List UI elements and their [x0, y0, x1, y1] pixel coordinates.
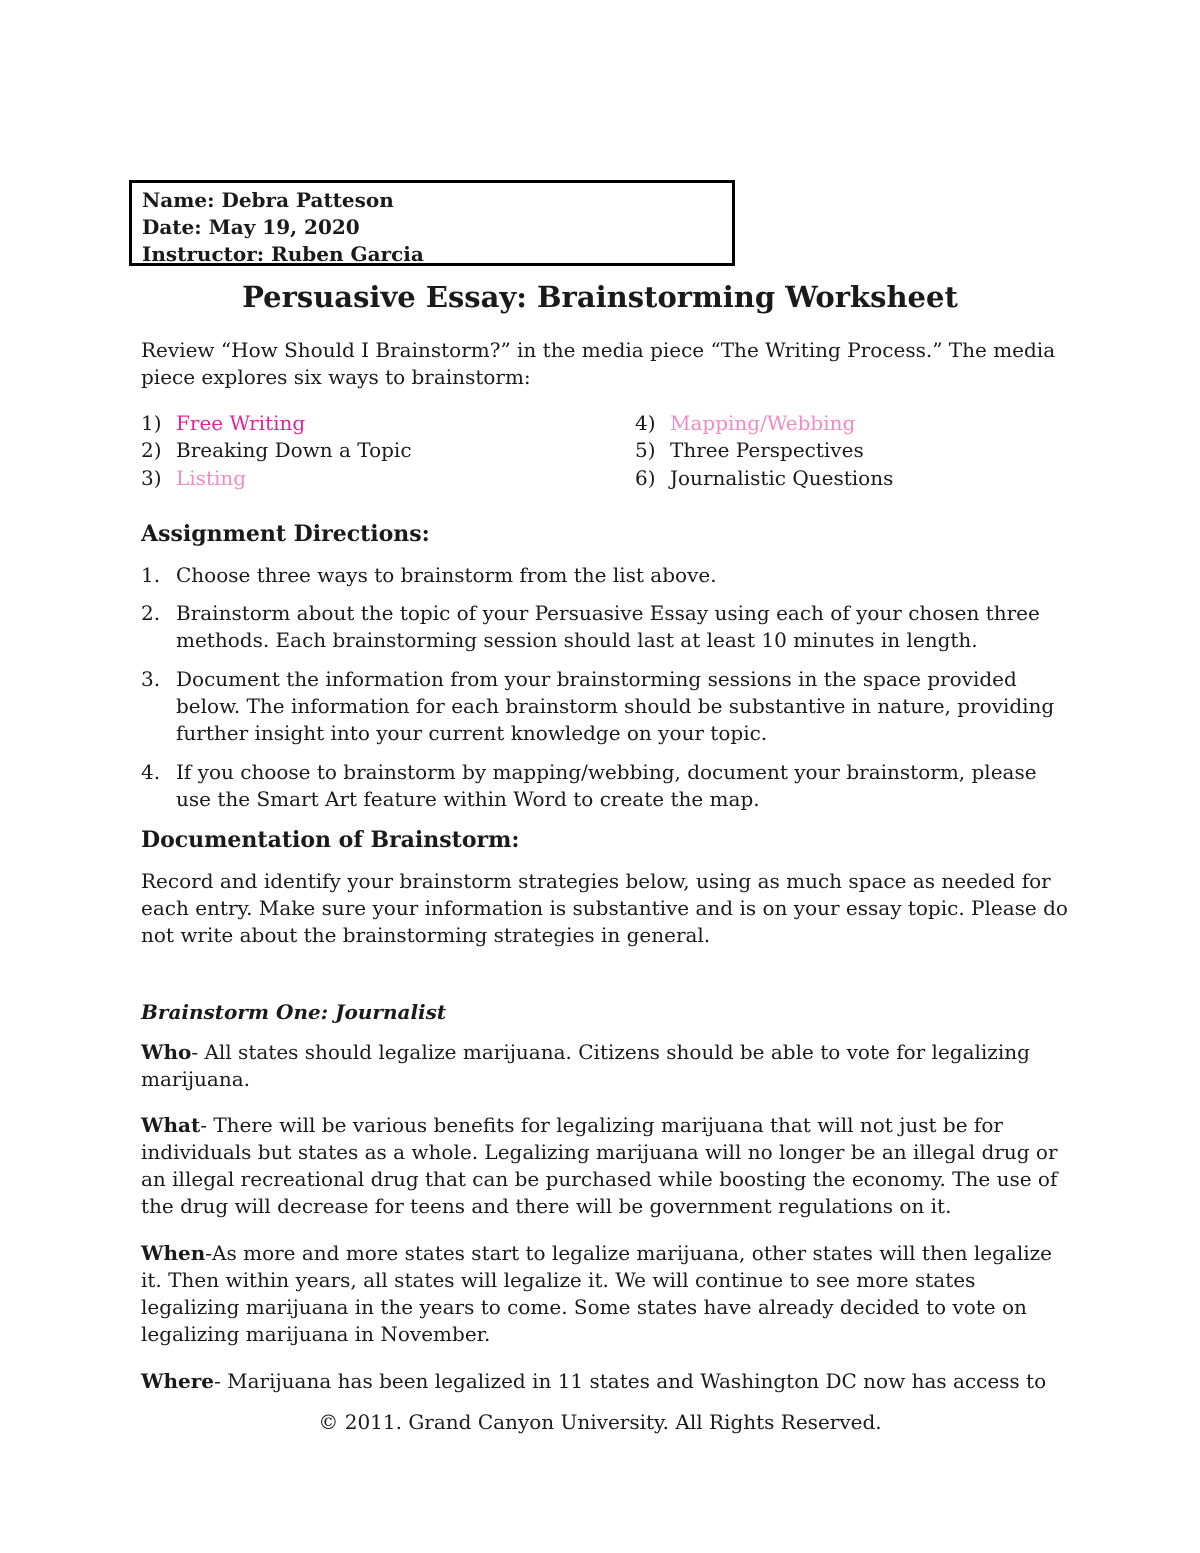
method-number: 3) [141, 466, 162, 490]
method-label: Listing [176, 466, 247, 490]
direction-number: 2. [141, 601, 161, 625]
method-item [141, 437, 412, 464]
method-number: 4) [635, 411, 656, 435]
method-item [141, 465, 246, 492]
where-text: - Marijuana has been legalized in 11 states and Washington DC now has access to [214, 1369, 1047, 1393]
who-label: Who [141, 1040, 192, 1064]
what-paragraph [141, 1112, 1071, 1220]
direction-number: 4. [141, 760, 161, 784]
where-paragraph [141, 1368, 1071, 1395]
intro-paragraph: Review “How Should I Brainstorm?” in the media piece “The Writing Process.” The media piece explores six ways to brainstorm: [141, 338, 1056, 389]
direction-number: 3. [141, 667, 161, 691]
documentation-heading: Documentation of Brainstorm: [141, 827, 520, 853]
method-label: Mapping/Webbing [670, 411, 856, 435]
direction-item [141, 600, 1071, 654]
method-number: 2) [141, 438, 162, 462]
method-number: 1) [141, 411, 162, 435]
where-label: Where [141, 1369, 214, 1393]
method-item [141, 410, 305, 437]
when-label: When [141, 1241, 206, 1265]
method-label: Breaking Down a Topic [176, 438, 412, 462]
method-label: Free Writing [176, 411, 306, 435]
what-text: - There will be various benefits for legalizing marijuana that will not just be for individuals but states as a whole. Legalizing marijuana will no longer be an illegal drug or an illegal recreational drug that can be purchased while boosting the economy. The use of the drug will decrease for teens and there will be government regulations on it. [141, 1113, 1058, 1218]
assignment-directions-heading: Assignment Directions: [141, 521, 430, 547]
direction-text: If you choose to brainstorm by mapping/webbing, document your brainstorm, please use the Smart Art feature within Word to create the map. [176, 760, 1037, 811]
direction-item [141, 666, 1071, 747]
brainstorm-one-heading: Brainstorm One: Journalist [141, 1000, 447, 1024]
direction-text: Brainstorm about the topic of your Persuasive Essay using each of your chosen three methods. Each brainstorming session should last at least 10 minutes in length. [176, 601, 1040, 652]
copyright-footer: © 2011. Grand Canyon University. All Rights Reserved. [318, 1410, 882, 1434]
direction-text: Document the information from your brainstorming sessions in the space provided below. The information for each brainstorm should be substantive in nature, providing further insight into your current knowledge on your topic. [176, 667, 1055, 745]
who-text: - All states should legalize marijuana. Citizens should be able to vote for legalizing marijuana. [141, 1040, 1030, 1091]
worksheet-title: Persuasive Essay: Brainstorming Worksheet [242, 280, 958, 314]
documentation-paragraph: Record and identify your brainstorm strategies below, using as much space as needed for each entry. Make sure your information is substantive and is on your essay topic. Please do not write about the brainstorming strategies in general. [141, 869, 1068, 947]
who-paragraph [141, 1039, 1071, 1093]
method-item [635, 437, 864, 464]
student-name: Name: Debra Patteson [142, 188, 394, 212]
when-text: -As more and more states start to legalize marijuana, other states will then legalize it. Then within years, all states will legalize it. We will continue to see more states legalizing marijuana in the years to come. Some states have already decided to vote on legalizing marijuana in November. [141, 1241, 1052, 1346]
method-label: Journalistic Questions [670, 466, 894, 490]
direction-item [141, 759, 1071, 813]
submission-date: Date: May 19, 2020 [142, 215, 360, 239]
what-label: What [141, 1113, 201, 1137]
method-item [635, 465, 893, 492]
method-number: 6) [635, 466, 656, 490]
student-info-box [129, 180, 735, 266]
method-number: 5) [635, 438, 656, 462]
method-label: Three Perspectives [670, 438, 864, 462]
method-item [635, 410, 855, 437]
instructor-name: Instructor: Ruben Garcia [142, 242, 424, 266]
direction-item [141, 562, 1071, 589]
when-paragraph [141, 1240, 1071, 1348]
direction-text: Choose three ways to brainstorm from the list above. [176, 563, 717, 587]
direction-number: 1. [141, 563, 161, 587]
